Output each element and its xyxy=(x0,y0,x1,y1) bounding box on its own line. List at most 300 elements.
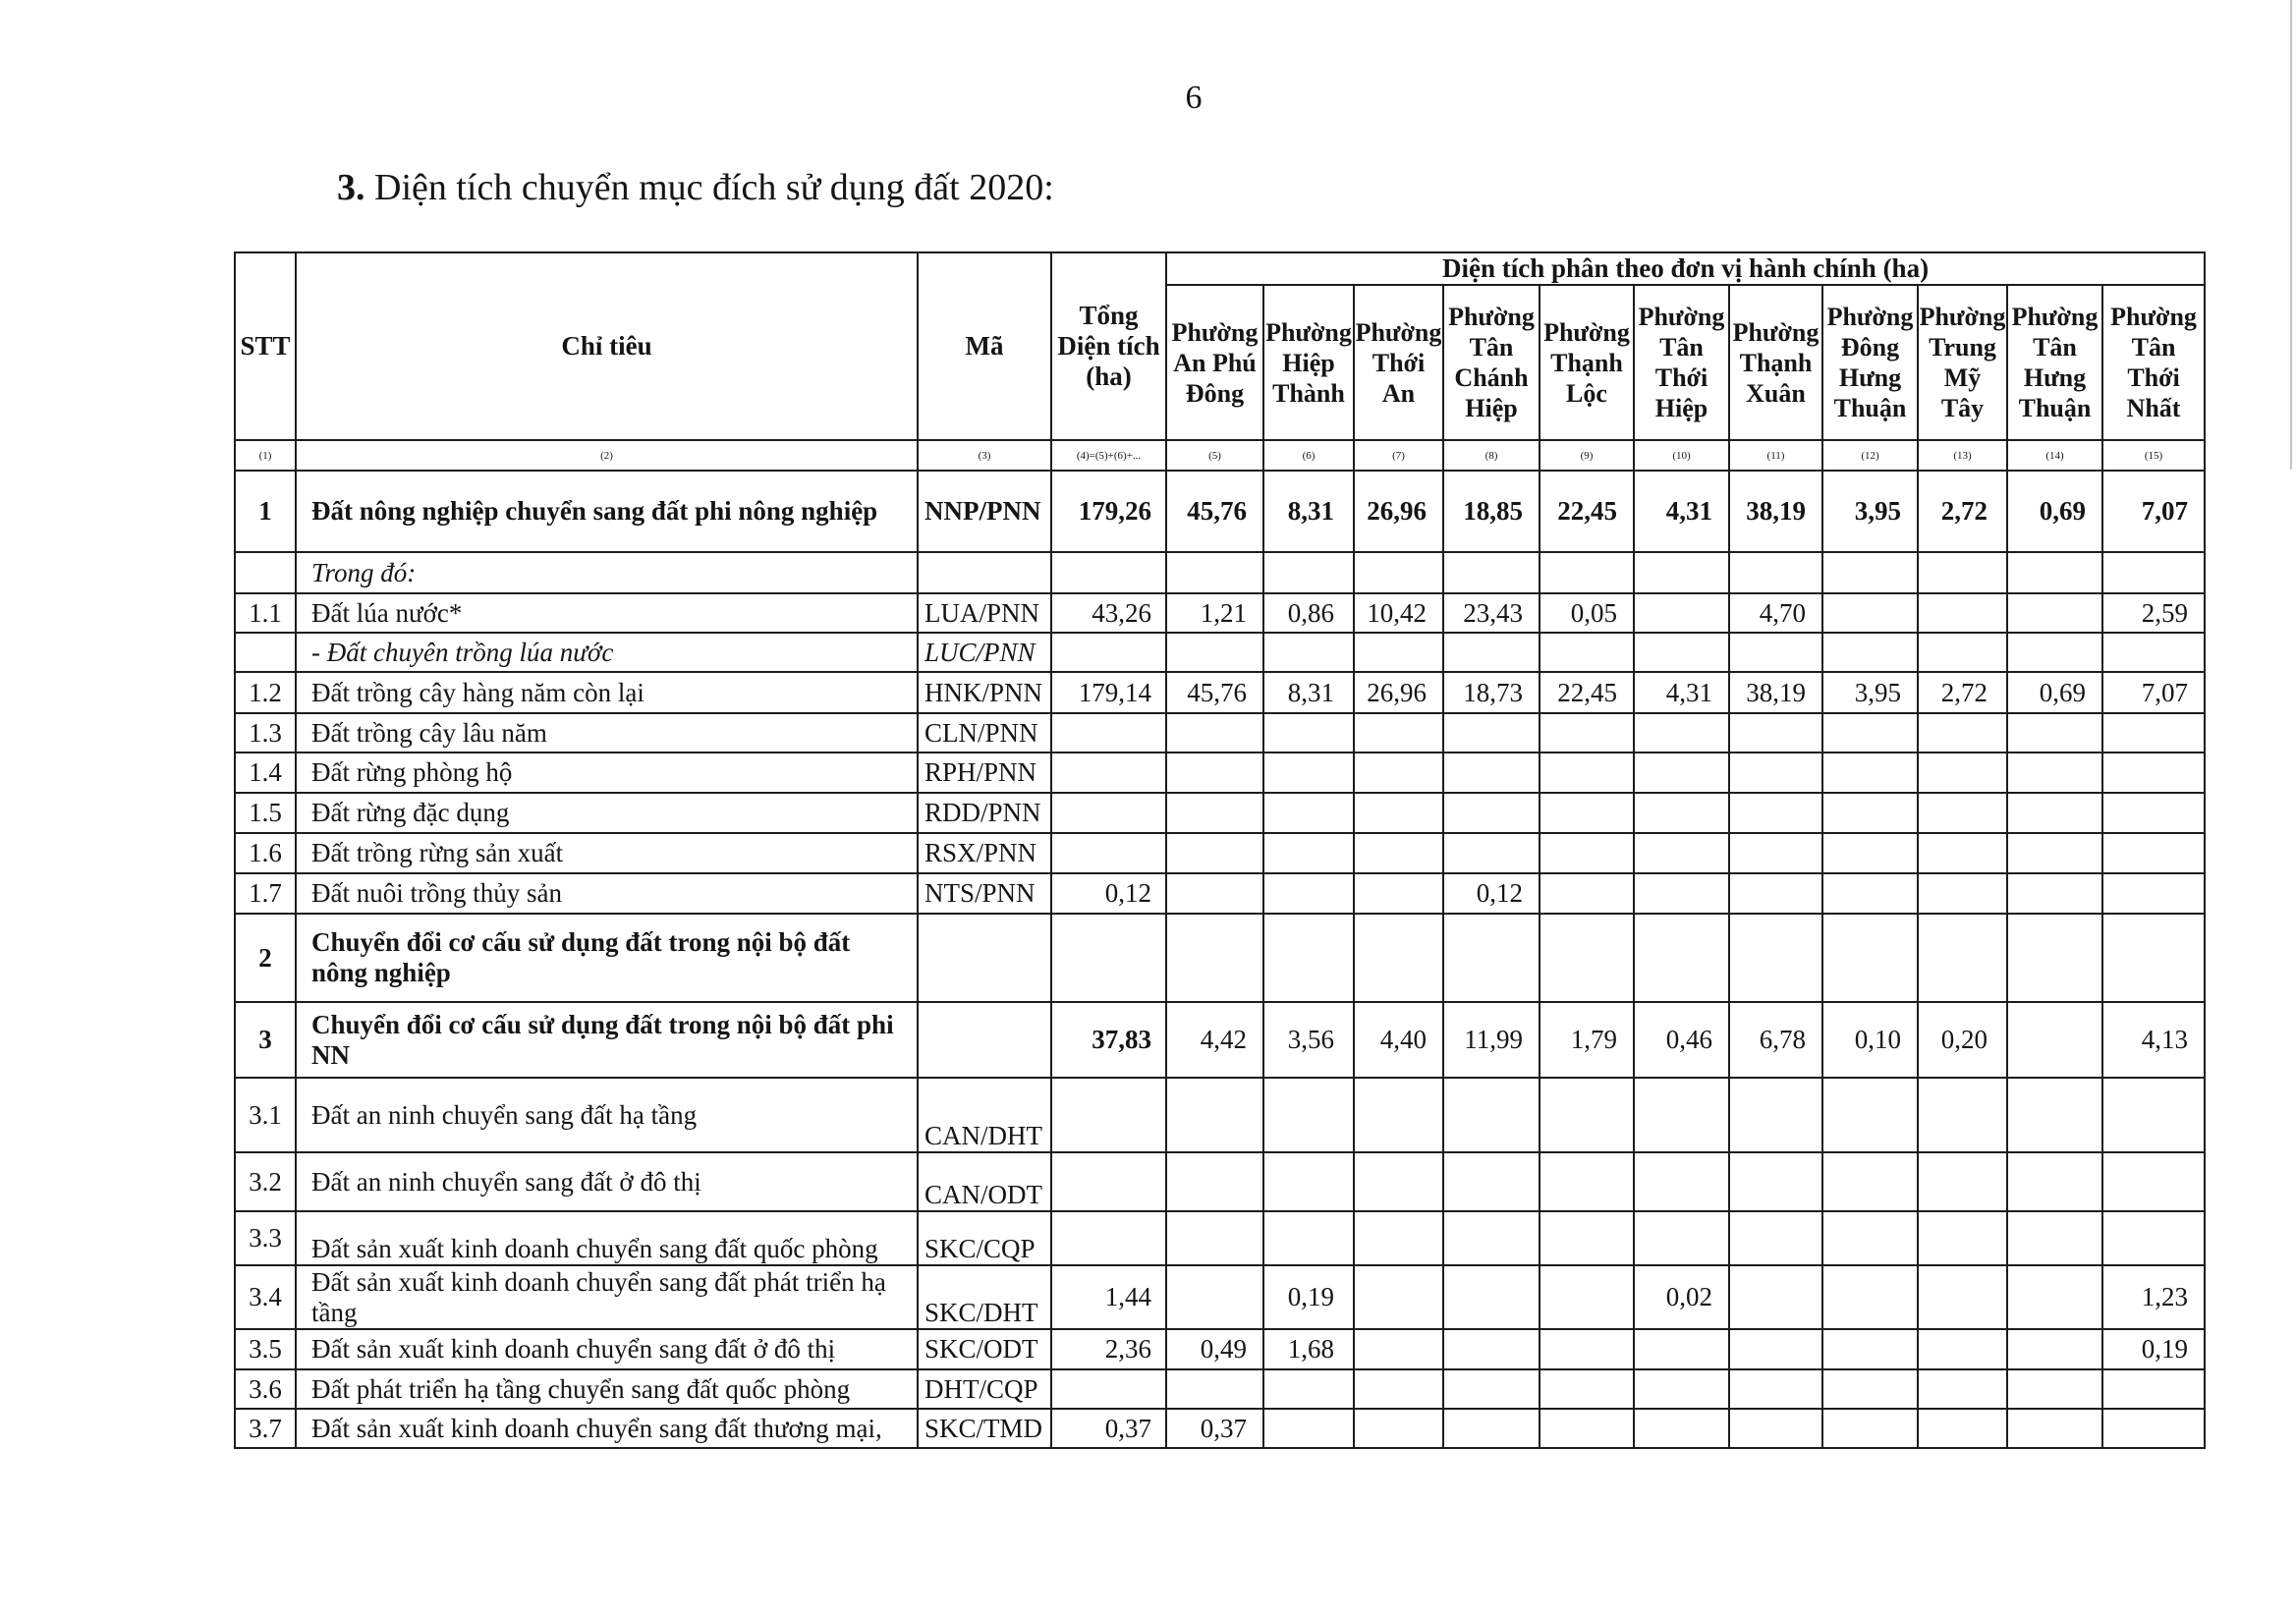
row-total-area: 0,37 xyxy=(1051,1409,1166,1448)
row-ma-code: RPH/PNN xyxy=(918,752,1051,793)
row-ward-area xyxy=(2102,752,2205,793)
row-ward-area xyxy=(1166,633,1263,672)
row-ward-area xyxy=(2007,752,2102,793)
table-row xyxy=(235,471,2205,552)
row-ward-area xyxy=(1263,1078,1354,1152)
row-ward-area xyxy=(1540,873,1634,914)
row-ward-area xyxy=(1443,833,1540,873)
row-chi-tieu: Đất phát triển hạ tầng chuyển sang đất quốc phòng xyxy=(296,1369,918,1409)
row-stt: 3 xyxy=(235,1002,296,1078)
row-ward-area: 0,02 xyxy=(1634,1265,1729,1329)
row-ward-area xyxy=(1822,833,1918,873)
row-ward-area xyxy=(1166,552,1263,593)
row-ward-area xyxy=(1918,793,2007,833)
row-ward-area xyxy=(1540,1078,1634,1152)
row-ward-area xyxy=(1634,713,1729,752)
header-ward-tan-thoi-hiep: Phường Tân Thới Hiệp xyxy=(1634,285,1729,440)
column-number: (9) xyxy=(1540,440,1634,471)
row-ward-area xyxy=(2007,793,2102,833)
row-ward-area xyxy=(1634,1078,1729,1152)
row-ward-area xyxy=(1443,713,1540,752)
row-ward-area: 1,79 xyxy=(1540,1002,1634,1078)
row-ward-area xyxy=(1166,1265,1263,1329)
row-total-area xyxy=(1051,752,1166,793)
row-ward-area xyxy=(1354,552,1443,593)
column-number: (7) xyxy=(1354,440,1443,471)
row-ward-area xyxy=(1540,1265,1634,1329)
row-ward-area xyxy=(1822,633,1918,672)
row-chi-tieu: Chuyển đổi cơ cấu sử dụng đất trong nội bộ đất nông nghiệp xyxy=(296,914,918,1002)
row-ward-area xyxy=(1354,873,1443,914)
column-number: (10) xyxy=(1634,440,1729,471)
row-ward-area xyxy=(1729,752,1822,793)
row-stt: 1.3 xyxy=(235,713,296,752)
row-chi-tieu: Đất an ninh chuyển sang đất hạ tầng xyxy=(296,1078,918,1152)
row-total-area xyxy=(1051,833,1166,873)
row-ward-area xyxy=(1729,793,1822,833)
row-ward-area xyxy=(1443,914,1540,1002)
row-ward-area xyxy=(1166,752,1263,793)
row-ward-area xyxy=(1918,873,2007,914)
row-ward-area xyxy=(1263,1152,1354,1211)
row-ward-area xyxy=(2007,1409,2102,1448)
row-chi-tieu: Chuyển đổi cơ cấu sử dụng đất trong nội bộ đất phi NN xyxy=(296,1002,918,1078)
row-ward-area xyxy=(1540,793,1634,833)
row-ward-area xyxy=(1822,552,1918,593)
row-ward-area: 10,42 xyxy=(1354,593,1443,633)
row-ward-area xyxy=(2007,833,2102,873)
row-ward-area: 26,96 xyxy=(1354,672,1443,713)
row-ma-code: LUA/PNN xyxy=(918,593,1051,633)
row-chi-tieu: Đất sản xuất kinh doanh chuyển sang đất ở đô thị xyxy=(296,1329,918,1369)
row-ward-area xyxy=(1540,1329,1634,1369)
row-ward-area xyxy=(1354,1078,1443,1152)
row-total-area xyxy=(1051,1211,1166,1265)
table-row xyxy=(235,633,2205,672)
page-number: 6 xyxy=(1185,80,1203,116)
row-ward-area: 8,31 xyxy=(1263,471,1354,552)
row-ma-code: RDD/PNN xyxy=(918,793,1051,833)
row-chi-tieu: Đất lúa nước* xyxy=(296,593,918,633)
row-ward-area xyxy=(2007,873,2102,914)
column-number: (8) xyxy=(1443,440,1540,471)
table-row xyxy=(235,752,2205,793)
row-ward-area xyxy=(1822,1211,1918,1265)
row-ward-area xyxy=(1354,1409,1443,1448)
row-ward-area xyxy=(1263,552,1354,593)
row-ward-area xyxy=(1540,713,1634,752)
row-ward-area: 4,13 xyxy=(2102,1002,2205,1078)
row-ward-area xyxy=(1634,833,1729,873)
table-row xyxy=(235,1152,2205,1211)
row-ward-area: 4,31 xyxy=(1634,471,1729,552)
header-total-area: Tổng Diện tích (ha) xyxy=(1051,252,1166,440)
row-stt: 1.1 xyxy=(235,593,296,633)
header-ward-an-phu-dong: Phường An Phú Đông xyxy=(1166,285,1263,440)
row-ward-area xyxy=(2102,633,2205,672)
row-ward-area xyxy=(2007,1078,2102,1152)
row-total-area xyxy=(1051,1369,1166,1409)
row-ward-area xyxy=(1354,713,1443,752)
row-stt: 3.1 xyxy=(235,1078,296,1152)
row-total-area xyxy=(1051,793,1166,833)
row-total-area: 1,44 xyxy=(1051,1265,1166,1329)
row-ward-area xyxy=(1918,914,2007,1002)
row-ward-area xyxy=(1634,1329,1729,1369)
row-ward-area xyxy=(1354,914,1443,1002)
header-ward-thoi-an: Phường Thới An xyxy=(1354,285,1443,440)
row-ward-area xyxy=(2102,914,2205,1002)
header-ward-trung-my-tay: Phường Trung Mỹ Tây xyxy=(1918,285,2007,440)
row-ward-area: 7,07 xyxy=(2102,672,2205,713)
land-use-conversion-table xyxy=(234,251,2206,1449)
row-ward-area xyxy=(1443,633,1540,672)
row-ward-area xyxy=(1166,1211,1263,1265)
row-ward-area xyxy=(1729,552,1822,593)
row-ward-area xyxy=(2007,633,2102,672)
row-ward-area xyxy=(2102,1078,2205,1152)
row-ward-area xyxy=(1166,873,1263,914)
column-number: (14) xyxy=(2007,440,2102,471)
row-ward-area xyxy=(1443,1265,1540,1329)
row-stt: 2 xyxy=(235,914,296,1002)
row-ward-area xyxy=(1729,713,1822,752)
row-ward-area xyxy=(2007,914,2102,1002)
row-ward-area xyxy=(1354,833,1443,873)
row-stt xyxy=(235,633,296,672)
row-ward-area: 1,21 xyxy=(1166,593,1263,633)
row-ward-area xyxy=(1263,1369,1354,1409)
row-ma-code: NNP/PNN xyxy=(918,471,1051,552)
row-chi-tieu: Đất an ninh chuyển sang đất ở đô thị xyxy=(296,1152,918,1211)
row-ward-area xyxy=(1822,1409,1918,1448)
row-ma-code: CAN/ODT xyxy=(918,1152,1051,1211)
table-row xyxy=(235,914,2205,1002)
row-ward-area xyxy=(1822,873,1918,914)
row-ward-area xyxy=(2102,1152,2205,1211)
row-stt: 1.4 xyxy=(235,752,296,793)
row-ward-area xyxy=(1634,752,1729,793)
row-stt: 1.2 xyxy=(235,672,296,713)
row-chi-tieu: Đất sản xuất kinh doanh chuyển sang đất quốc phòng xyxy=(296,1211,918,1265)
row-ward-area: 0,19 xyxy=(2102,1329,2205,1369)
table-row xyxy=(235,873,2205,914)
table-row xyxy=(235,1329,2205,1369)
row-chi-tieu: Đất nuôi trồng thủy sản xyxy=(296,873,918,914)
header-ward-tan-hung-thuan: Phường Tân Hưng Thuận xyxy=(2007,285,2102,440)
table-row xyxy=(235,793,2205,833)
row-stt: 3.6 xyxy=(235,1369,296,1409)
column-number: (15) xyxy=(2102,440,2205,471)
row-ward-area: 4,70 xyxy=(1729,593,1822,633)
table-row xyxy=(235,1265,2205,1329)
table-row xyxy=(235,1369,2205,1409)
row-ma-code: SKC/DHT xyxy=(918,1265,1051,1329)
row-ward-area xyxy=(1918,1369,2007,1409)
row-ward-area: 4,40 xyxy=(1354,1002,1443,1078)
row-chi-tieu: Đất trồng rừng sản xuất xyxy=(296,833,918,873)
row-ward-area xyxy=(1729,1409,1822,1448)
row-ward-area xyxy=(1729,1329,1822,1369)
row-ward-area xyxy=(1354,1265,1443,1329)
row-ward-area: 2,72 xyxy=(1918,471,2007,552)
table-row xyxy=(235,593,2205,633)
row-ward-area xyxy=(1354,793,1443,833)
row-ward-area xyxy=(1354,1152,1443,1211)
row-total-area xyxy=(1051,552,1166,593)
row-ward-area xyxy=(1822,593,1918,633)
row-ward-area: 1,23 xyxy=(2102,1265,2205,1329)
row-ma-code xyxy=(918,552,1051,593)
row-stt: 3.2 xyxy=(235,1152,296,1211)
row-chi-tieu: Đất sản xuất kinh doanh chuyển sang đất phát triển hạ tầng xyxy=(296,1265,918,1329)
row-chi-tieu: Đất rừng đặc dụng xyxy=(296,793,918,833)
row-ward-area xyxy=(2007,1152,2102,1211)
row-stt: 3.3 xyxy=(235,1211,296,1265)
header-ma: Mã xyxy=(918,252,1051,440)
row-ward-area xyxy=(1166,1369,1263,1409)
row-ward-area xyxy=(1918,633,2007,672)
table-row xyxy=(235,833,2205,873)
column-number: (1) xyxy=(235,440,296,471)
table-row xyxy=(235,713,2205,752)
row-ma-code: CLN/PNN xyxy=(918,713,1051,752)
row-ward-area xyxy=(1729,833,1822,873)
row-total-area: 0,12 xyxy=(1051,873,1166,914)
row-ward-area xyxy=(1634,1152,1729,1211)
row-ward-area xyxy=(1918,1078,2007,1152)
row-ma-code: NTS/PNN xyxy=(918,873,1051,914)
column-number: (6) xyxy=(1263,440,1354,471)
row-ward-area: 2,72 xyxy=(1918,672,2007,713)
table-row xyxy=(235,1002,2205,1078)
row-ward-area xyxy=(1822,713,1918,752)
row-ward-area xyxy=(2007,713,2102,752)
row-ward-area xyxy=(2007,1265,2102,1329)
row-ward-area: 3,56 xyxy=(1263,1002,1354,1078)
row-ward-area xyxy=(1540,752,1634,793)
row-ward-area xyxy=(2007,1211,2102,1265)
table-row xyxy=(235,1409,2205,1448)
row-ward-area xyxy=(1443,1078,1540,1152)
row-ward-area: 26,96 xyxy=(1354,471,1443,552)
row-ma-code: DHT/CQP xyxy=(918,1369,1051,1409)
row-ward-area xyxy=(2102,1369,2205,1409)
row-ward-area xyxy=(1263,833,1354,873)
row-ward-area xyxy=(1634,873,1729,914)
row-ward-area xyxy=(2102,713,2205,752)
row-ward-area xyxy=(1634,552,1729,593)
table-body xyxy=(235,471,2205,1448)
header-admin-unit-group: Diện tích phân theo đơn vị hành chính (ha) xyxy=(1166,252,2205,285)
column-number: (13) xyxy=(1918,440,2007,471)
row-stt: 1 xyxy=(235,471,296,552)
row-ward-area xyxy=(1263,793,1354,833)
row-chi-tieu: Đất sản xuất kinh doanh chuyển sang đất thương mại, xyxy=(296,1409,918,1448)
row-ward-area: 3,95 xyxy=(1822,672,1918,713)
row-ward-area: 38,19 xyxy=(1729,672,1822,713)
row-ward-area xyxy=(1918,752,2007,793)
row-ward-area xyxy=(2102,1409,2205,1448)
row-ward-area: 0,12 xyxy=(1443,873,1540,914)
row-ma-code: SKC/TMD xyxy=(918,1409,1051,1448)
row-ward-area xyxy=(2007,593,2102,633)
header-chi-tieu: Chỉ tiêu xyxy=(296,252,918,440)
row-ward-area xyxy=(1729,914,1822,1002)
column-number: (12) xyxy=(1822,440,1918,471)
row-ward-area xyxy=(2007,1002,2102,1078)
row-ward-area xyxy=(1918,1329,2007,1369)
row-stt: 3.5 xyxy=(235,1329,296,1369)
row-ward-area xyxy=(1263,914,1354,1002)
row-ward-area: 7,07 xyxy=(2102,471,2205,552)
table-row xyxy=(235,672,2205,713)
row-stt: 3.4 xyxy=(235,1265,296,1329)
row-ward-area xyxy=(1354,1329,1443,1369)
row-ward-area: 0,86 xyxy=(1263,593,1354,633)
row-ward-area: 4,42 xyxy=(1166,1002,1263,1078)
row-ward-area xyxy=(1540,552,1634,593)
row-total-area xyxy=(1051,1078,1166,1152)
row-ward-area xyxy=(1918,1409,2007,1448)
table-row xyxy=(235,1211,2205,1265)
row-ward-area: 18,73 xyxy=(1443,672,1540,713)
section-heading xyxy=(337,166,1054,209)
row-ward-area xyxy=(1634,793,1729,833)
row-ward-area: 0,46 xyxy=(1634,1002,1729,1078)
column-number: (11) xyxy=(1729,440,1822,471)
row-ward-area: 0,69 xyxy=(2007,672,2102,713)
row-ward-area xyxy=(1166,1152,1263,1211)
row-ward-area xyxy=(1729,1211,1822,1265)
row-stt: 1.7 xyxy=(235,873,296,914)
row-ma-code: HNK/PNN xyxy=(918,672,1051,713)
row-ward-area xyxy=(1166,833,1263,873)
section-title: Diện tích chuyển mục đích sử dụng đất 2020: xyxy=(374,167,1054,208)
row-ward-area: 3,95 xyxy=(1822,471,1918,552)
row-total-area xyxy=(1051,914,1166,1002)
row-stt xyxy=(235,552,296,593)
row-ward-area xyxy=(1634,1409,1729,1448)
row-ward-area: 0,10 xyxy=(1822,1002,1918,1078)
row-ward-area xyxy=(1540,1211,1634,1265)
row-ma-code: RSX/PNN xyxy=(918,833,1051,873)
row-total-area: 43,26 xyxy=(1051,593,1166,633)
row-ward-area xyxy=(1443,1211,1540,1265)
header-ward-dong-hung-thuan: Phường Đông Hưng Thuận xyxy=(1822,285,1918,440)
row-ward-area xyxy=(1540,1369,1634,1409)
row-ma-code: SKC/ODT xyxy=(918,1329,1051,1369)
table-header xyxy=(235,252,2205,471)
row-ward-area: 11,99 xyxy=(1443,1002,1540,1078)
row-ward-area xyxy=(1634,593,1729,633)
row-ward-area: 0,37 xyxy=(1166,1409,1263,1448)
row-ward-area: 0,69 xyxy=(2007,471,2102,552)
header-ward-tan-thoi-nhat: Phường Tân Thới Nhất xyxy=(2102,285,2205,440)
row-ward-area: 45,76 xyxy=(1166,672,1263,713)
row-ward-area: 0,49 xyxy=(1166,1329,1263,1369)
row-ward-area xyxy=(1822,1152,1918,1211)
row-ward-area xyxy=(1634,914,1729,1002)
row-ward-area xyxy=(1822,1078,1918,1152)
row-ward-area: 6,78 xyxy=(1729,1002,1822,1078)
row-ward-area xyxy=(2007,1329,2102,1369)
row-ward-area xyxy=(1263,633,1354,672)
row-ma-code xyxy=(918,914,1051,1002)
row-ward-area: 22,45 xyxy=(1540,672,1634,713)
row-ward-area xyxy=(1540,1152,1634,1211)
scan-edge-line xyxy=(2290,0,2292,470)
row-ward-area xyxy=(1540,833,1634,873)
row-ward-area xyxy=(1263,1211,1354,1265)
row-ward-area: 45,76 xyxy=(1166,471,1263,552)
row-ward-area: 22,45 xyxy=(1540,471,1634,552)
row-total-area xyxy=(1051,713,1166,752)
row-ma-code: LUC/PNN xyxy=(918,633,1051,672)
row-ward-area xyxy=(1918,1211,2007,1265)
row-ward-area xyxy=(1166,1078,1263,1152)
row-stt: 1.5 xyxy=(235,793,296,833)
row-ward-area xyxy=(1354,1369,1443,1409)
row-ward-area xyxy=(1263,1409,1354,1448)
row-ma-code: SKC/CQP xyxy=(918,1211,1051,1265)
row-ward-area xyxy=(1918,833,2007,873)
row-ward-area xyxy=(1354,752,1443,793)
row-ward-area xyxy=(1166,793,1263,833)
row-ward-area xyxy=(2102,833,2205,873)
row-ward-area: 38,19 xyxy=(1729,471,1822,552)
column-number: (3) xyxy=(918,440,1051,471)
row-ward-area xyxy=(1443,552,1540,593)
row-ward-area xyxy=(1166,914,1263,1002)
row-ward-area xyxy=(1918,1152,2007,1211)
row-ward-area xyxy=(1443,752,1540,793)
column-number: (2) xyxy=(296,440,918,471)
row-ward-area xyxy=(2102,873,2205,914)
table-row xyxy=(235,552,2205,593)
row-ward-area xyxy=(1729,1078,1822,1152)
row-ma-code xyxy=(918,1002,1051,1078)
section-number: 3. xyxy=(337,167,365,208)
row-ward-area xyxy=(1443,1329,1540,1369)
row-ward-area xyxy=(1822,752,1918,793)
row-ward-area xyxy=(1729,1265,1822,1329)
header-row xyxy=(235,252,2205,285)
row-stt: 3.7 xyxy=(235,1409,296,1448)
row-ward-area xyxy=(2102,1211,2205,1265)
row-total-area: 179,14 xyxy=(1051,672,1166,713)
row-ma-code: CAN/DHT xyxy=(918,1078,1051,1152)
row-ward-area: 1,68 xyxy=(1263,1329,1354,1369)
row-ward-area xyxy=(2102,552,2205,593)
row-ward-area xyxy=(2007,1369,2102,1409)
row-ward-area xyxy=(1540,633,1634,672)
header-ward-tan-chanh-hiep: Phường Tân Chánh Hiệp xyxy=(1443,285,1540,440)
row-ward-area xyxy=(1443,1409,1540,1448)
row-chi-tieu: Đất trồng cây hàng năm còn lại xyxy=(296,672,918,713)
row-ward-area xyxy=(1354,1211,1443,1265)
row-total-area xyxy=(1051,1152,1166,1211)
row-ward-area xyxy=(1443,1152,1540,1211)
row-ward-area xyxy=(1540,914,1634,1002)
row-chi-tieu: Trong đó: xyxy=(296,552,918,593)
row-total-area: 179,26 xyxy=(1051,471,1166,552)
header-stt: STT xyxy=(235,252,296,440)
row-ward-area: 0,05 xyxy=(1540,593,1634,633)
row-total-area xyxy=(1051,633,1166,672)
row-ward-area xyxy=(1263,713,1354,752)
row-ward-area: 18,85 xyxy=(1443,471,1540,552)
